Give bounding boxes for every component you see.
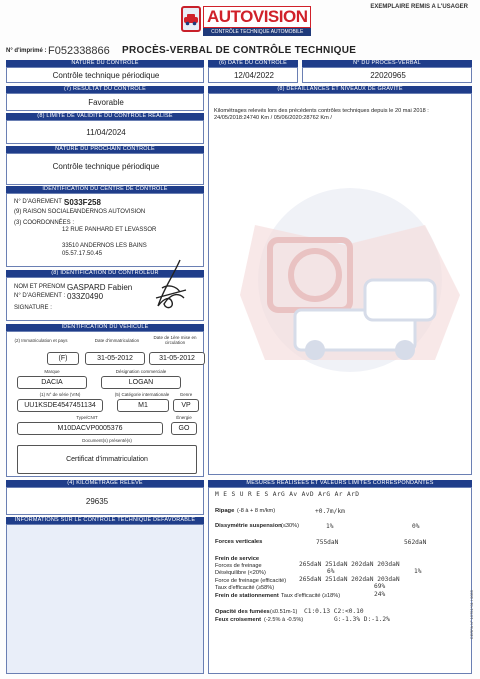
- desequilibre-ar: 1%: [414, 568, 422, 575]
- page-title: PROCÈS-VERBAL DE CONTRÔLE TECHNIQUE: [122, 45, 357, 56]
- centre-agrement-value: S033F258: [64, 198, 101, 207]
- imprime-number: F052338866: [48, 45, 110, 57]
- nature-controle-header: NATURE DU CONTRÔLE: [6, 60, 204, 67]
- date-controle-header: (6) DATE DU CONTRÔLE: [208, 60, 298, 67]
- marque-caption: Marque: [44, 369, 60, 374]
- kilometrage-box: [6, 487, 204, 515]
- energie-field: GO: [171, 422, 197, 435]
- centre-raison-value: ANDERNOS AUTOVISION: [73, 209, 146, 215]
- date-circ-field: 31-05-2012: [149, 352, 205, 365]
- controleur-agrement-label: N° D'AGREMENT :: [14, 293, 66, 299]
- date-controle-box: [208, 67, 298, 83]
- frein-service-label: Frein de service: [215, 556, 260, 562]
- date-first-caption: Date d'immatriculation: [94, 338, 140, 343]
- resultat-box: [6, 93, 204, 111]
- date-first-field: 31-05-2012: [85, 352, 145, 365]
- centre-coord-label: (3) COORDONNÉES :: [14, 220, 75, 226]
- centre-agrement-label: N° D'AGREMENT :: [14, 199, 66, 205]
- defaillances-text-1: Kilométrages relevés lors des précédents contrôles techniques depuis le 20 mai 2018 :: [214, 108, 429, 114]
- dissymetrie-label: Dissymétrie suspension: [215, 523, 282, 529]
- stationnement-label: Frein de stationnement: [215, 593, 279, 599]
- copy-label: EXEMPLAIRE REMIS A L'USAGER: [370, 4, 468, 10]
- categorie-caption: (5) Catégorie internationale: [114, 392, 170, 397]
- force-efficacite-label: Force de freinage (efficacité): [215, 578, 287, 584]
- info-defavorable-header: INFORMATIONS SUR LE CONTRÔLE TECHNIQUE DÉFAVORABLE: [6, 517, 204, 524]
- stationnement-limit: Taux d'efficacité (≥18%): [281, 593, 341, 599]
- num-pv-value: 22020965: [370, 71, 406, 80]
- forces-verticales-label: Forces verticales: [215, 539, 263, 545]
- stationnement-value: 24%: [374, 591, 386, 598]
- car-watermark-icon: [225, 185, 465, 385]
- info-defavorable-box: [6, 524, 204, 674]
- limite-validite-value: 11/04/2024: [86, 128, 126, 137]
- mesures-column-header: M E S U R E S ArG Av AvD ArG Ar ArD: [215, 491, 360, 498]
- date-circ-caption: Date de 1ère mise en circulation: [153, 335, 197, 345]
- ripage-value: +0.7m/km: [315, 508, 345, 515]
- energie-caption: Énergie: [176, 415, 192, 420]
- prochain-controle-header: NATURE DU PROCHAIN CONTRÔLE: [6, 146, 204, 153]
- categorie-field: M1: [117, 399, 169, 412]
- document-field: Certificat d'immatriculation: [17, 445, 197, 474]
- desequilibre-label: Déséquilibre (<20%): [215, 570, 266, 576]
- imprime-label: N° d'imprimé :: [6, 48, 47, 54]
- centre-raison-label: (9) RAISON SOCIALE :: [14, 209, 78, 215]
- mesures-box: [208, 487, 472, 674]
- opacite-limit: (≤0.51m-1): [270, 609, 298, 615]
- marque-field: DACIA: [17, 376, 87, 389]
- defaillances-text-2: 24/05/2018:24740 Km / 05/06/2020:28762 Km /: [214, 115, 332, 121]
- vin-field: UU1KSDE4547451134: [17, 399, 103, 412]
- centre-header: IDENTIFICATION DU CENTRE DE CONTRÔLE: [6, 186, 204, 193]
- centre-address-2: 33510 ANDERNOS LES BAINS: [62, 243, 147, 249]
- dissymetrie-av: 1%: [326, 523, 334, 530]
- kilometrage-value: 29635: [85, 497, 109, 506]
- vin-caption: (1) N° de série (VIN): [39, 392, 81, 397]
- dissymetrie-ar: 0%: [412, 523, 420, 530]
- forces-freinage-label: Forces de freinage: [215, 563, 262, 569]
- desequilibre-av: 6%: [327, 568, 335, 575]
- ripage-limit: (-8 à + 8 m/km): [237, 508, 276, 514]
- immat-field: (F): [47, 352, 79, 365]
- ripage-label: Ripage: [215, 508, 235, 514]
- num-pv-box: [302, 67, 472, 83]
- designation-caption: Désignation commerciale: [115, 369, 167, 374]
- genre-field: VP: [173, 399, 199, 412]
- vehicule-box: [6, 331, 204, 477]
- nature-controle-value: Contrôle technique périodique: [52, 71, 160, 80]
- date-controle-value: 12/04/2022: [233, 71, 275, 80]
- num-pv-header: N° DU PROCÈS-VERBAL: [302, 60, 472, 67]
- documents-caption: Document(s) présenté(s): [82, 438, 132, 443]
- controleur-nom-label: NOM ET PRENOM :: [14, 284, 69, 290]
- limite-validite-header: (8) LIMITE DE VALIDITÉ DU CONTRÔLE RÉALISÉ: [6, 113, 204, 120]
- feux-value: G:-1.3% D:-1.2%: [334, 616, 390, 623]
- opacite-value: C1:0.13 C2:<0.10: [304, 608, 364, 615]
- car-emblem-icon: [181, 6, 201, 32]
- brand-subtitle: CONTRÔLE TECHNIQUE AUTOMOBILE: [203, 28, 311, 36]
- forces-freinage-values: 265daN 251daN 202daN 203daN: [299, 561, 400, 568]
- mesures-header: MESURES RÉALISÉES ET VALEURS LIMITES CORRESPONDANTES: [208, 480, 472, 487]
- centre-address-1: 12 RUE PANHARD ET LEVASSOR: [62, 227, 157, 233]
- vehicule-header: IDENTIFICATION DU VÉHICULE: [6, 324, 204, 331]
- immat-caption: (2) Immatriculation et pays: [14, 338, 68, 343]
- autovision-logo: [181, 6, 308, 38]
- force-efficacite-values: 265daN 251daN 202daN 203daN: [299, 576, 400, 583]
- forces-verticales-av: 755daN: [316, 539, 339, 546]
- kilometrage-header: (4) KILOMÉTRAGE RELEVÉ: [6, 480, 204, 487]
- resultat-value: Favorable: [88, 98, 124, 107]
- opacite-label: Opacité des fumées: [215, 609, 270, 615]
- centre-phone: 05.57.17.50.45: [62, 251, 103, 257]
- feux-limit: (-2.5% à -0.5%): [264, 617, 304, 623]
- taux-efficacite-value: 69%: [374, 583, 386, 590]
- taux-efficacite-label: Taux d'efficacité (≥58%): [215, 585, 275, 591]
- nature-controle-box: [6, 67, 204, 83]
- limite-validite-box: [6, 120, 204, 144]
- controleur-signature-label: SIGNATURE :: [14, 305, 52, 311]
- resultat-header: (7) RÉSULTAT DU CONTRÔLE: [6, 86, 204, 93]
- signature-icon: [150, 258, 192, 318]
- prochain-controle-value: Contrôle technique périodique: [52, 162, 160, 171]
- forces-verticales-ar: 562daN: [404, 539, 427, 546]
- footer-code: CERFA N° 15751*01 / 0055: [469, 590, 474, 640]
- genre-caption: Genre: [179, 392, 193, 397]
- controleur-nom-value: GASPARD Fabien: [67, 283, 133, 292]
- type-caption: Type/CNIT: [76, 415, 98, 420]
- centre-box: [6, 193, 204, 267]
- type-field: M10DACVP0005376: [17, 422, 163, 435]
- dissymetrie-limit: (≤30%): [281, 523, 299, 529]
- controleur-agrement-value: 033Z0490: [67, 292, 104, 301]
- designation-field: LOGAN: [101, 376, 181, 389]
- feux-label: Feux croisement: [215, 617, 262, 623]
- controleur-header: (8) IDENTIFICATION DU CONTRÔLEUR: [6, 270, 204, 277]
- defaillances-header: (8) DÉFAILLANCES ET NIVEAUX DE GRAVITÉ: [208, 86, 472, 93]
- brand-name: AUTOVISION: [203, 6, 311, 28]
- prochain-controle-box: [6, 153, 204, 185]
